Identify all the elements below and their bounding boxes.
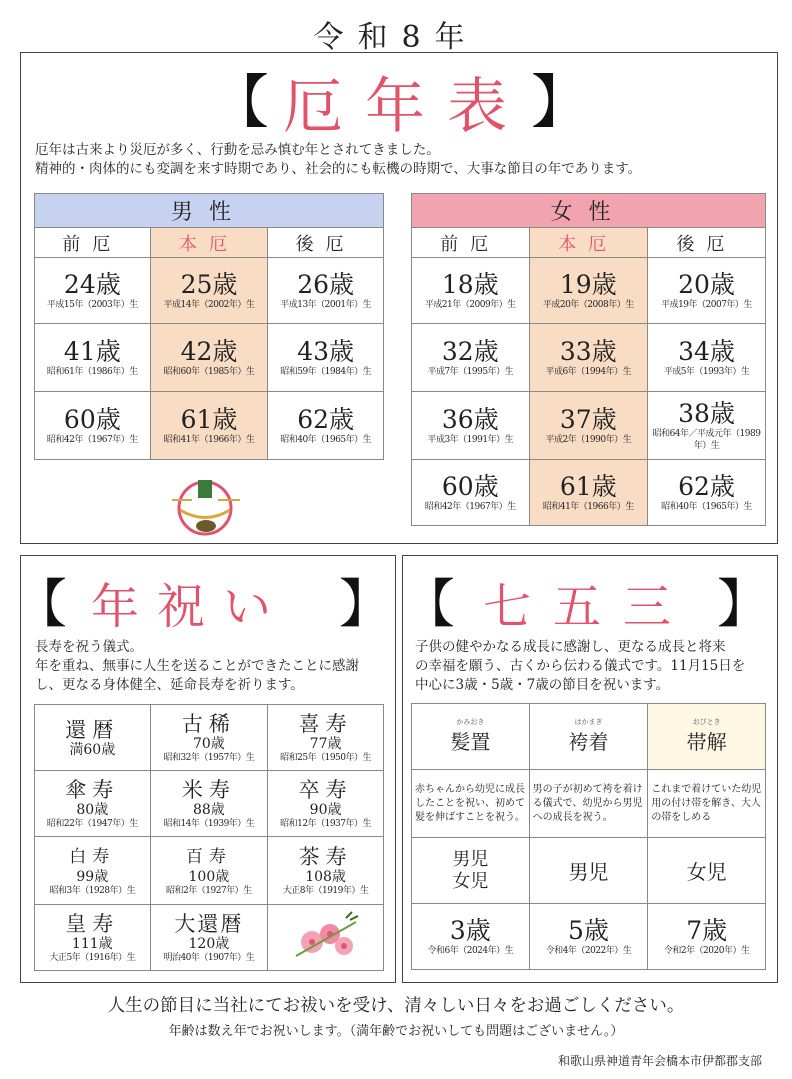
col-atoyaku: 後厄	[648, 228, 766, 258]
bracket-right: 】	[339, 575, 392, 635]
table-cell: 還暦 満60歳	[35, 705, 151, 771]
table-cell: 37歳 平成2年（1990年）生	[529, 392, 648, 460]
shichigosan-title: 七五三	[483, 579, 694, 635]
col-maeyaku: 前厄	[35, 228, 151, 258]
table-cell: 61歳 昭和41年（1966年）生	[529, 460, 648, 526]
table-cell: 36歳 平成3年（1991年）生	[412, 392, 530, 460]
footer-org: 和歌山県神道青年会橋本市伊都郡支部	[557, 1054, 762, 1068]
treasure-ship-icon	[160, 470, 250, 540]
table-cell: 41歳 昭和61年（1986年）生	[35, 324, 151, 392]
table-cell: 25歳 平成14年（2002年）生	[150, 258, 268, 324]
shichigosan-intro: 子供の健やかなる成長に感謝し、更なる成長と将来 の幸福を願う、古くから伝わる儀式です。11月15日を 中心に3歳・5歳・7歳の節目を祝います。	[415, 639, 746, 693]
table-cell: 白寿 99歳 昭和3年（1928年）生	[35, 837, 151, 905]
table-cell: はかまぎ 袴着	[529, 704, 648, 770]
toshiiwai-table	[34, 704, 384, 971]
table-cell: 61歳 昭和41年（1966年）生	[150, 392, 268, 460]
table-cell: 60歳 昭和42年（1967年）生	[35, 392, 151, 460]
table-cell: 20歳 平成19年（2007年）生	[648, 258, 766, 324]
shichigosan-table	[411, 703, 766, 970]
table-cell: 男の子が初めて袴を着ける儀式で、幼児から男児への成長を祝う。	[529, 770, 648, 838]
table-cell: 皇寿 111歳 大正5年（1916年）生	[35, 905, 151, 971]
bracket-right: 】	[717, 575, 770, 635]
bracket-left: 【	[211, 68, 270, 136]
table-cell: 5歳 令和4年（2022年）生	[529, 904, 648, 970]
table-cell: 62歳 昭和40年（1965年）生	[268, 392, 384, 460]
toshiiwai-intro: 長寿を祝う儀式。 年を重ね、無事に人生を送ることができたことに感謝 し、更なる身体健全、延命長寿を祈ります。	[35, 639, 359, 693]
table-cell: 38歳 昭和64年／平成元年（1989年）生	[648, 392, 766, 460]
table-cell: 赤ちゃんから幼児に成長したことを祝い、初めて髪を伸ばすことを祝う。	[412, 770, 530, 838]
table-cell: 34歳 平成5年（1993年）生	[648, 324, 766, 392]
col-maeyaku: 前厄	[412, 228, 530, 258]
table-cell: 古稀 70歳 昭和32年（1957年）生	[150, 705, 268, 771]
footer-message: 人生の節目に当社にてお祓いを受け、清々しい日々をお過ごしください。	[107, 996, 685, 1016]
table-cell: 33歳 平成6年（1994年）生	[529, 324, 648, 392]
table-cell: 7歳 令和2年（2020年）生	[648, 904, 766, 970]
table-cell: 米寿 88歳 昭和14年（1939年）生	[150, 771, 268, 837]
table-cell: これまで着けていた幼児用の付け帯を解き、大人の帯をしめる	[648, 770, 766, 838]
table-cell: 百寿 100歳 昭和2年（1927年）生	[150, 837, 268, 905]
table-cell: 32歳 平成7年（1995年）生	[412, 324, 530, 392]
table-cell: 43歳 昭和59年（1984年）生	[268, 324, 384, 392]
female-table	[411, 193, 766, 526]
table-cell: 卒寿 90歳 昭和12年（1937年）生	[268, 771, 384, 837]
male-header: 男性	[35, 194, 384, 228]
table-cell: 26歳 平成13年（2001年）生	[268, 258, 384, 324]
table-cell: 男児	[529, 838, 648, 904]
table-cell: 男児 女児	[412, 838, 530, 904]
col-honyaku: 本厄	[529, 228, 648, 258]
col-honyaku: 本厄	[150, 228, 268, 258]
table-cell: 女児	[648, 838, 766, 904]
bracket-left: 【	[403, 575, 456, 635]
table-cell: 62歳 昭和40年（1965年）生	[648, 460, 766, 526]
table-cell: 18歳 平成21年（2009年）生	[412, 258, 530, 324]
table-cell: 茶寿 108歳 大正8年（1919年）生	[268, 837, 384, 905]
table-cell: 42歳 昭和60年（1985年）生	[150, 324, 268, 392]
toshiiwai-title: 年祝い	[91, 579, 290, 635]
table-cell: かみおき 髪置	[412, 704, 530, 770]
table-cell	[268, 905, 384, 971]
table-cell: おびとき 帯解	[648, 704, 766, 770]
bracket-right: 】	[531, 68, 590, 136]
table-cell: 60歳 昭和42年（1967年）生	[412, 460, 530, 526]
plum-blossom-icon	[286, 908, 366, 964]
female-header: 女性	[412, 194, 766, 228]
table-cell: 3歳 令和6年（2024年）生	[412, 904, 530, 970]
table-cell: 大還暦 120歳 明治40年（1907年）生	[150, 905, 268, 971]
year-heading: 令和8年	[313, 20, 479, 55]
table-cell: 24歳 平成15年（2003年）生	[35, 258, 151, 324]
col-atoyaku: 後厄	[268, 228, 384, 258]
table-cell: 傘寿 80歳 昭和22年（1947年）生	[35, 771, 151, 837]
yakudoshi-title: 厄年表	[283, 72, 529, 142]
yakudoshi-intro: 厄年は古来より災厄が多く、行動を忌み慎む年とされてきました。 精神的・肉体的にも変調を来す時期であり、社会的にも転機の時期で、大事な節目の年であります。	[35, 142, 642, 177]
male-table	[34, 193, 384, 460]
footer-note: 年齢は数え年でお祝いします。（満年齢でお祝いしても問題はございません。）	[168, 1024, 624, 1039]
table-cell: 喜寿 77歳 昭和25年（1950年）生	[268, 705, 384, 771]
table-cell: 19歳 平成20年（2008年）生	[529, 258, 648, 324]
bracket-left: 【	[15, 575, 68, 635]
